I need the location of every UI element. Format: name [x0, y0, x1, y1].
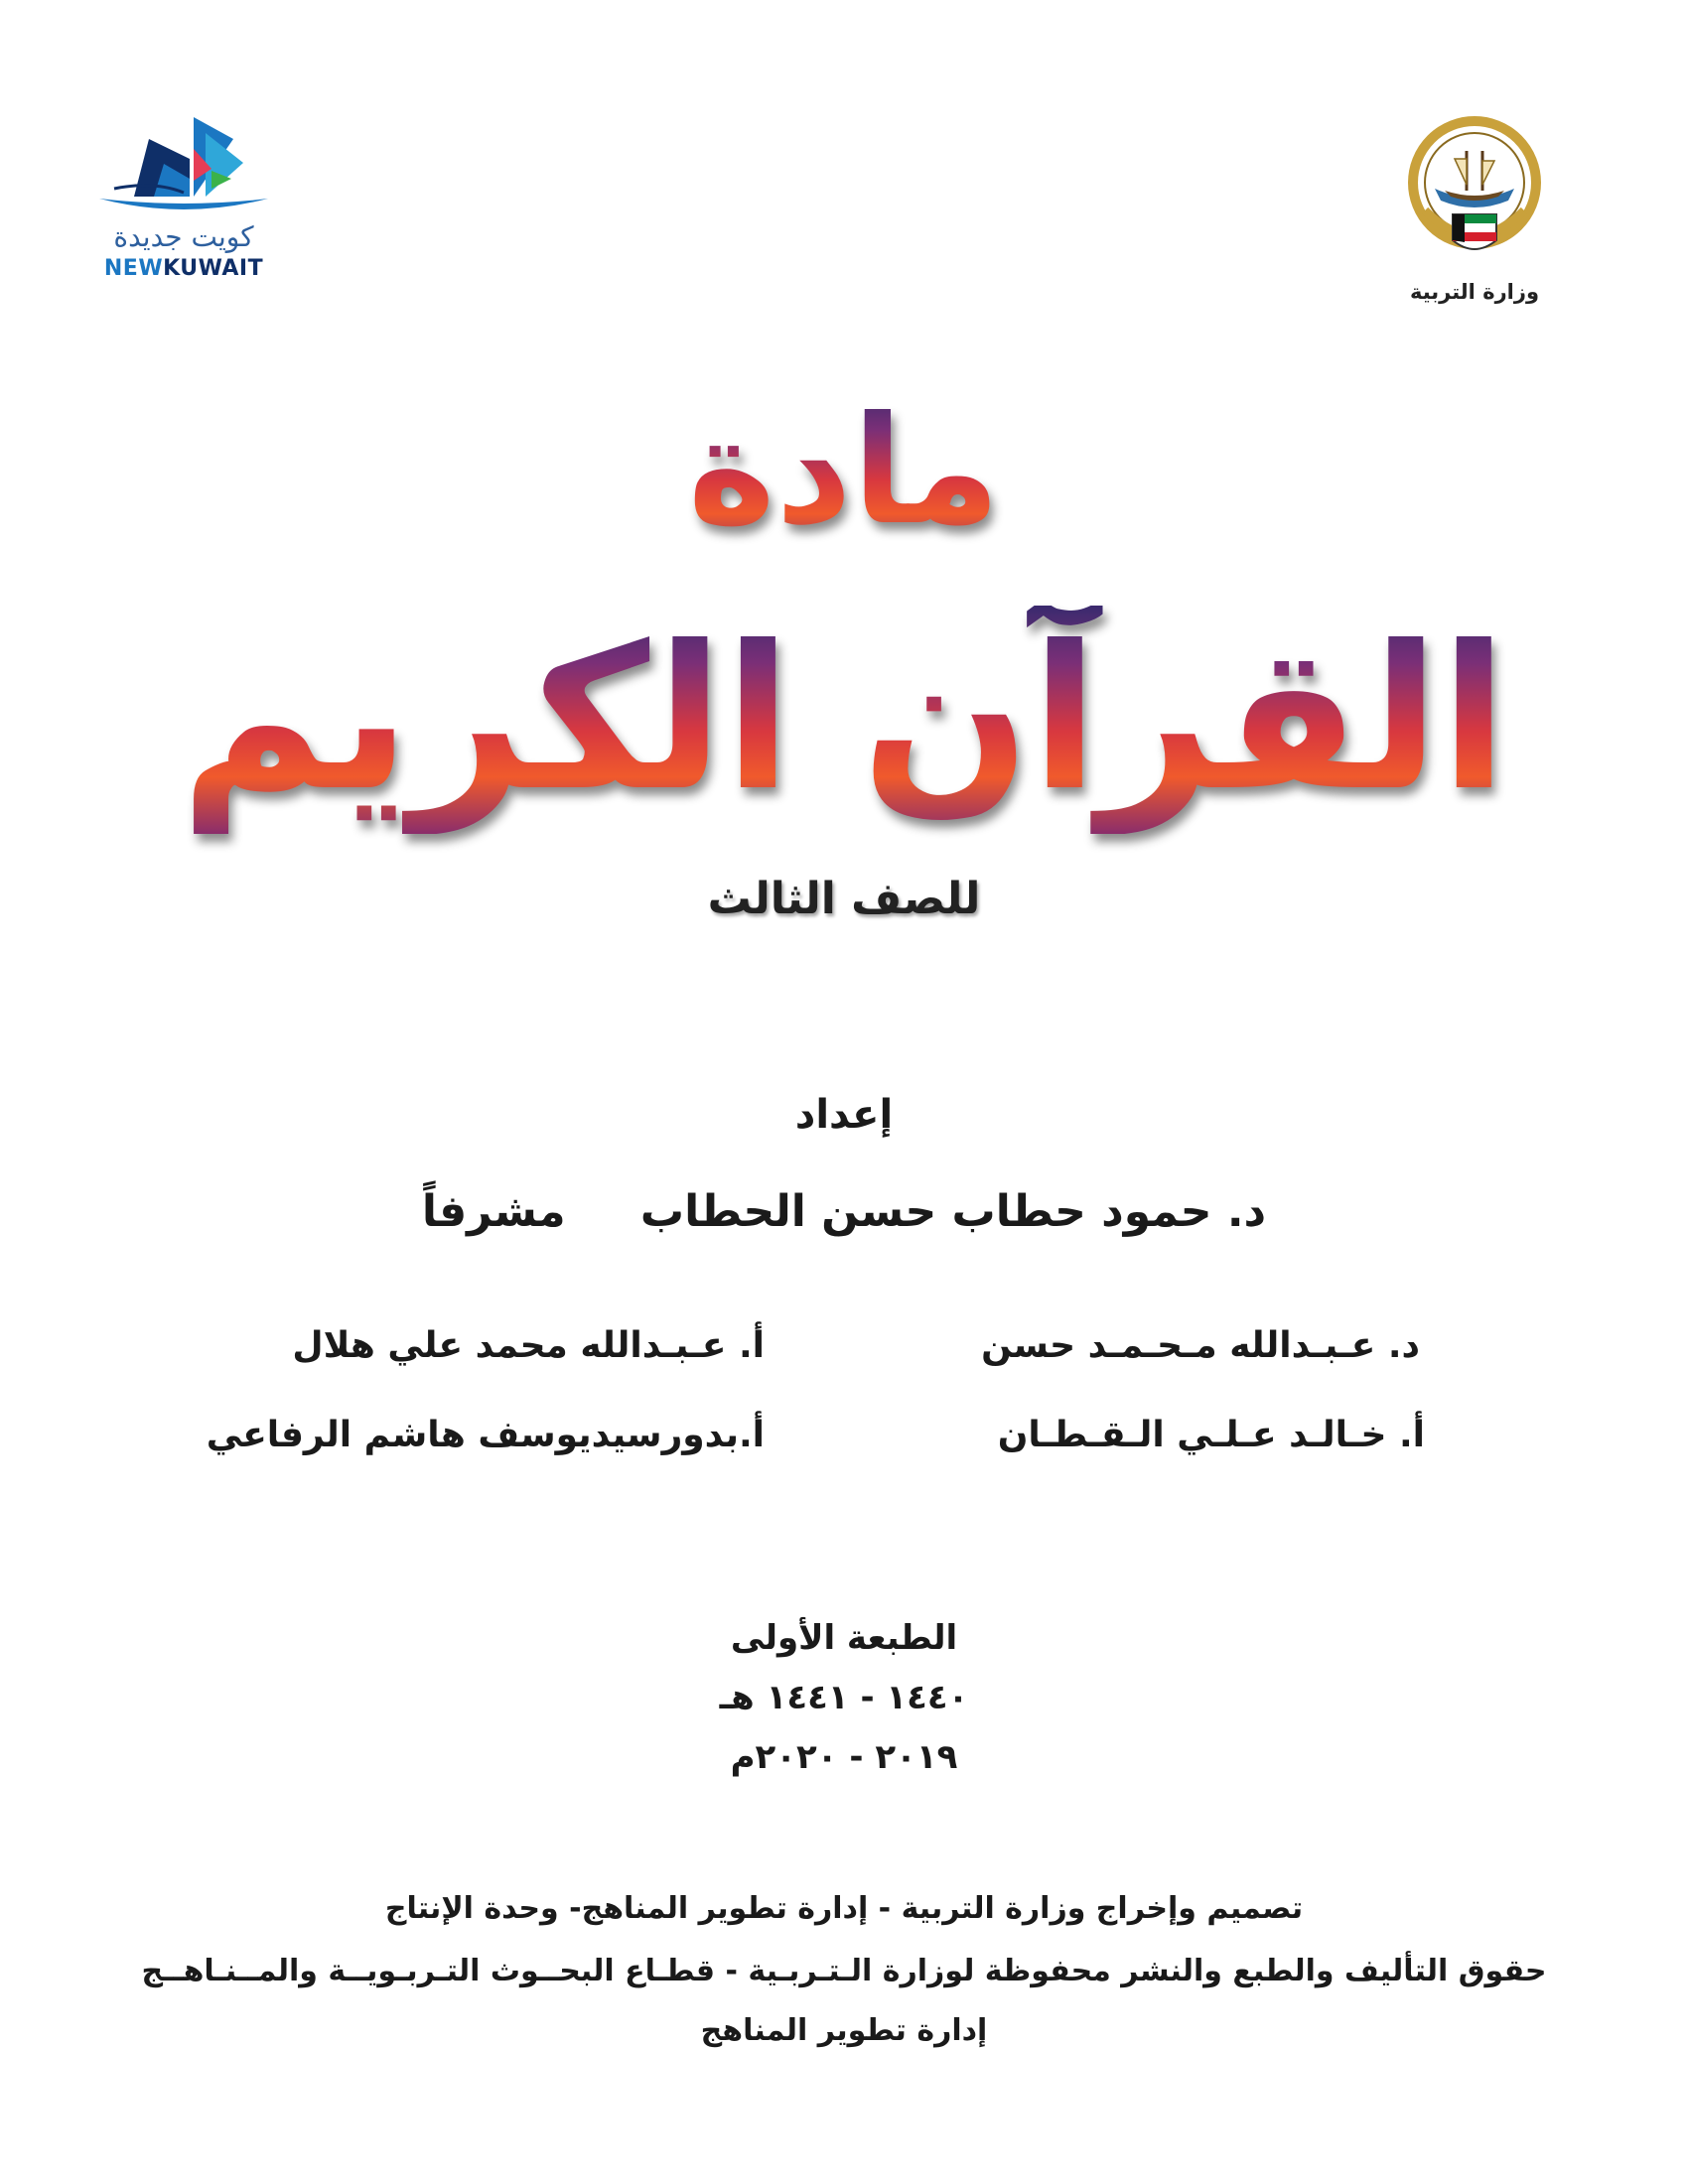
credit-design-line: تصميم وإخراج وزارة التربية - إدارة تطوير المناهج- وحدة الإنتاج	[384, 1891, 1304, 1926]
supervisor-line	[0, 1186, 1688, 1237]
prepared-by-label: إعداد	[794, 1092, 894, 1138]
ministry-emblem-logo	[1395, 111, 1554, 320]
newkuwait-english-text	[94, 256, 273, 281]
sailboat-icon	[94, 109, 273, 220]
title-subject-label: مادة	[0, 387, 1688, 556]
edition-title: الطبعة الأولى	[730, 1618, 958, 1658]
supervisor-role: مشرفاً	[421, 1186, 566, 1237]
credit-department-line: إدارة تطوير المناهج	[700, 2013, 988, 2048]
edition-gregorian-years: ٢٠١٩ - ٢٠٢٠م	[730, 1737, 958, 1777]
author-left-2: أ.بدورسيديوسف هاشم الرفاعي	[206, 1415, 765, 1455]
author-right-2: أ. خـالـد عـلـي الـقـطـان	[997, 1415, 1425, 1455]
newkuwait-arabic-text: كويت جديدة	[113, 220, 254, 253]
supervisor-name: د. حمود حطاب حسن الحطاب	[639, 1186, 1267, 1237]
grade-label: للصف الثالث	[707, 874, 981, 924]
edition-hijri-years: ١٤٤٠ - ١٤٤١ هـ	[719, 1678, 969, 1717]
author-left-1: أ. عـبـدالله محمد علي هلال	[292, 1325, 765, 1366]
newkuwait-new: NEW	[103, 256, 164, 281]
kuwait-emblem-icon	[1395, 111, 1554, 280]
author-right-1: د. عـبـدالله مـحـمـد حسن	[981, 1325, 1420, 1366]
ministry-label: وزارة التربية	[1409, 280, 1540, 304]
newkuwait-logo	[94, 109, 273, 288]
title-quran: القرآن الكريم	[0, 606, 1688, 834]
newkuwait-kuwait: KUWAIT	[163, 256, 264, 281]
credit-copyright-line: حقوق التأليف والطبع والنشر محفوظة لوزارة الـتـربـية - قطـاع البحــوث التـربـويــة والمــنـاهــج	[141, 1954, 1547, 1988]
